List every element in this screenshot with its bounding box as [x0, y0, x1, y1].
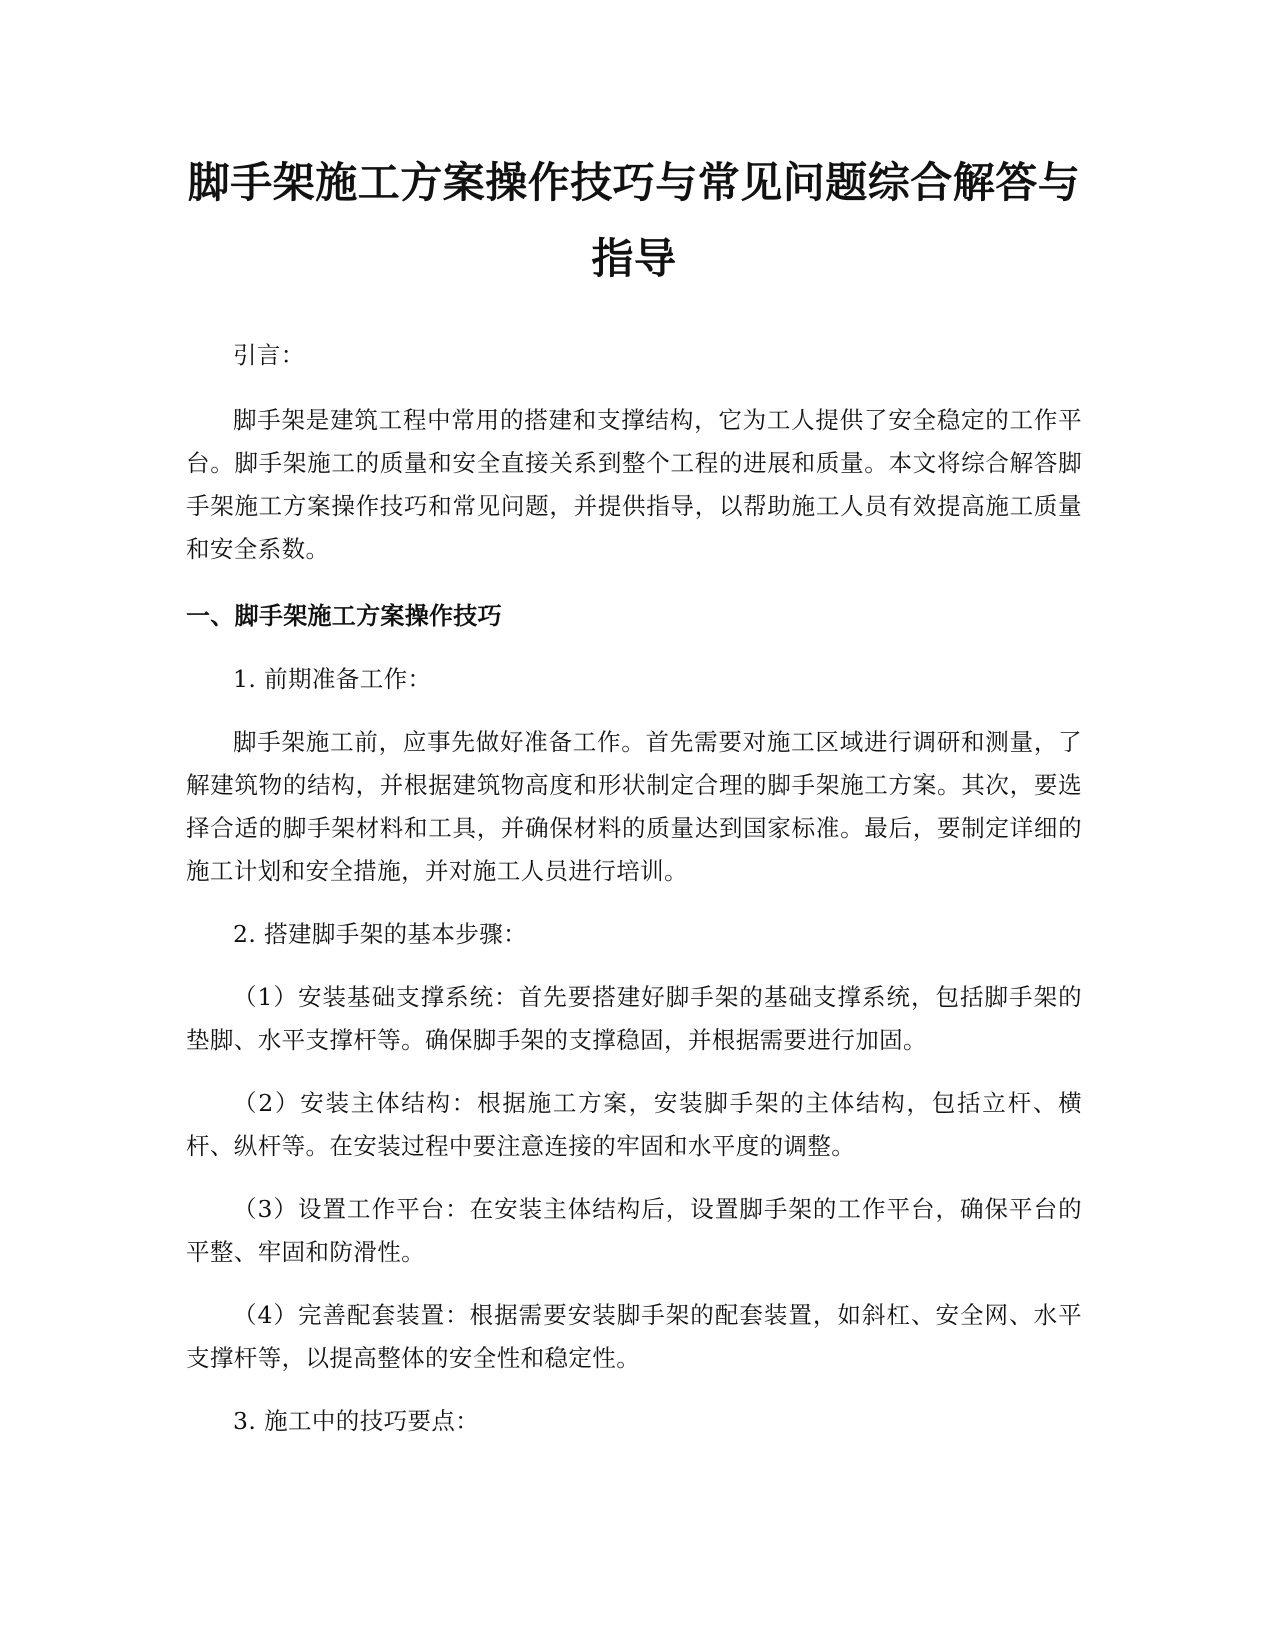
step-paragraph: （4）完善配套装置：根据需要安装脚手架的配套装置，如斜杠、安全网、水平支撑杆等，以提高整体的安全性和稳定性。 — [186, 1301, 1082, 1372]
item-paragraph: 脚手架施工前，应事先做好准备工作。首先需要对施工区域进行调研和测量，了解建筑物的结构，并根据建筑物高度和形状制定合理的脚手架施工方案。其次，要选择合适的脚手架材料和工具，并确保材料的质量达到国家标准。最后，要制定详细的施工计划和安全措施，并对施工人员进行培训。 — [186, 728, 1082, 885]
intro-label: 引言： — [233, 341, 305, 369]
document-content — [186, 145, 1082, 1443]
step-paragraph: （3）设置工作平台：在安装主体结构后，设置脚手架的工作平台，确保平台的平整、牢固和防滑性。 — [186, 1195, 1082, 1266]
step-paragraph: （1）安装基础支撑系统：首先要搭建好脚手架的基础支撑系统，包括脚手架的垫脚、水平支撑杆等。确保脚手架的支撑稳固，并根据需要进行加固。 — [186, 983, 1082, 1054]
item-heading: 2. 搭建脚手架的基本步骤： — [233, 920, 527, 948]
item-heading: 1. 前期准备工作： — [233, 665, 432, 693]
section-heading: 一、脚手架施工方案操作技巧 — [186, 602, 502, 630]
document-title: 脚手架施工方案操作技巧与常见问题综合解答与指导 — [187, 158, 1081, 283]
step-paragraph: （2）安装主体结构：根据施工方案，安装脚手架的主体结构，包括立杆、横杆、纵杆等。在安装过程中要注意连接的牢固和水平度的调整。 — [186, 1089, 1082, 1160]
intro-paragraph: 脚手架是建筑工程中常用的搭建和支撑结构，它为工人提供了安全稳定的工作平台。脚手架施工的质量和安全直接关系到整个工程的进展和质量。本文将综合解答脚手架施工方案操作技巧和常见问题，并提供指导，以帮助施工人员有效提高施工质量和安全系数。 — [186, 406, 1082, 563]
item-heading: 3. 施工中的技巧要点： — [233, 1407, 480, 1435]
